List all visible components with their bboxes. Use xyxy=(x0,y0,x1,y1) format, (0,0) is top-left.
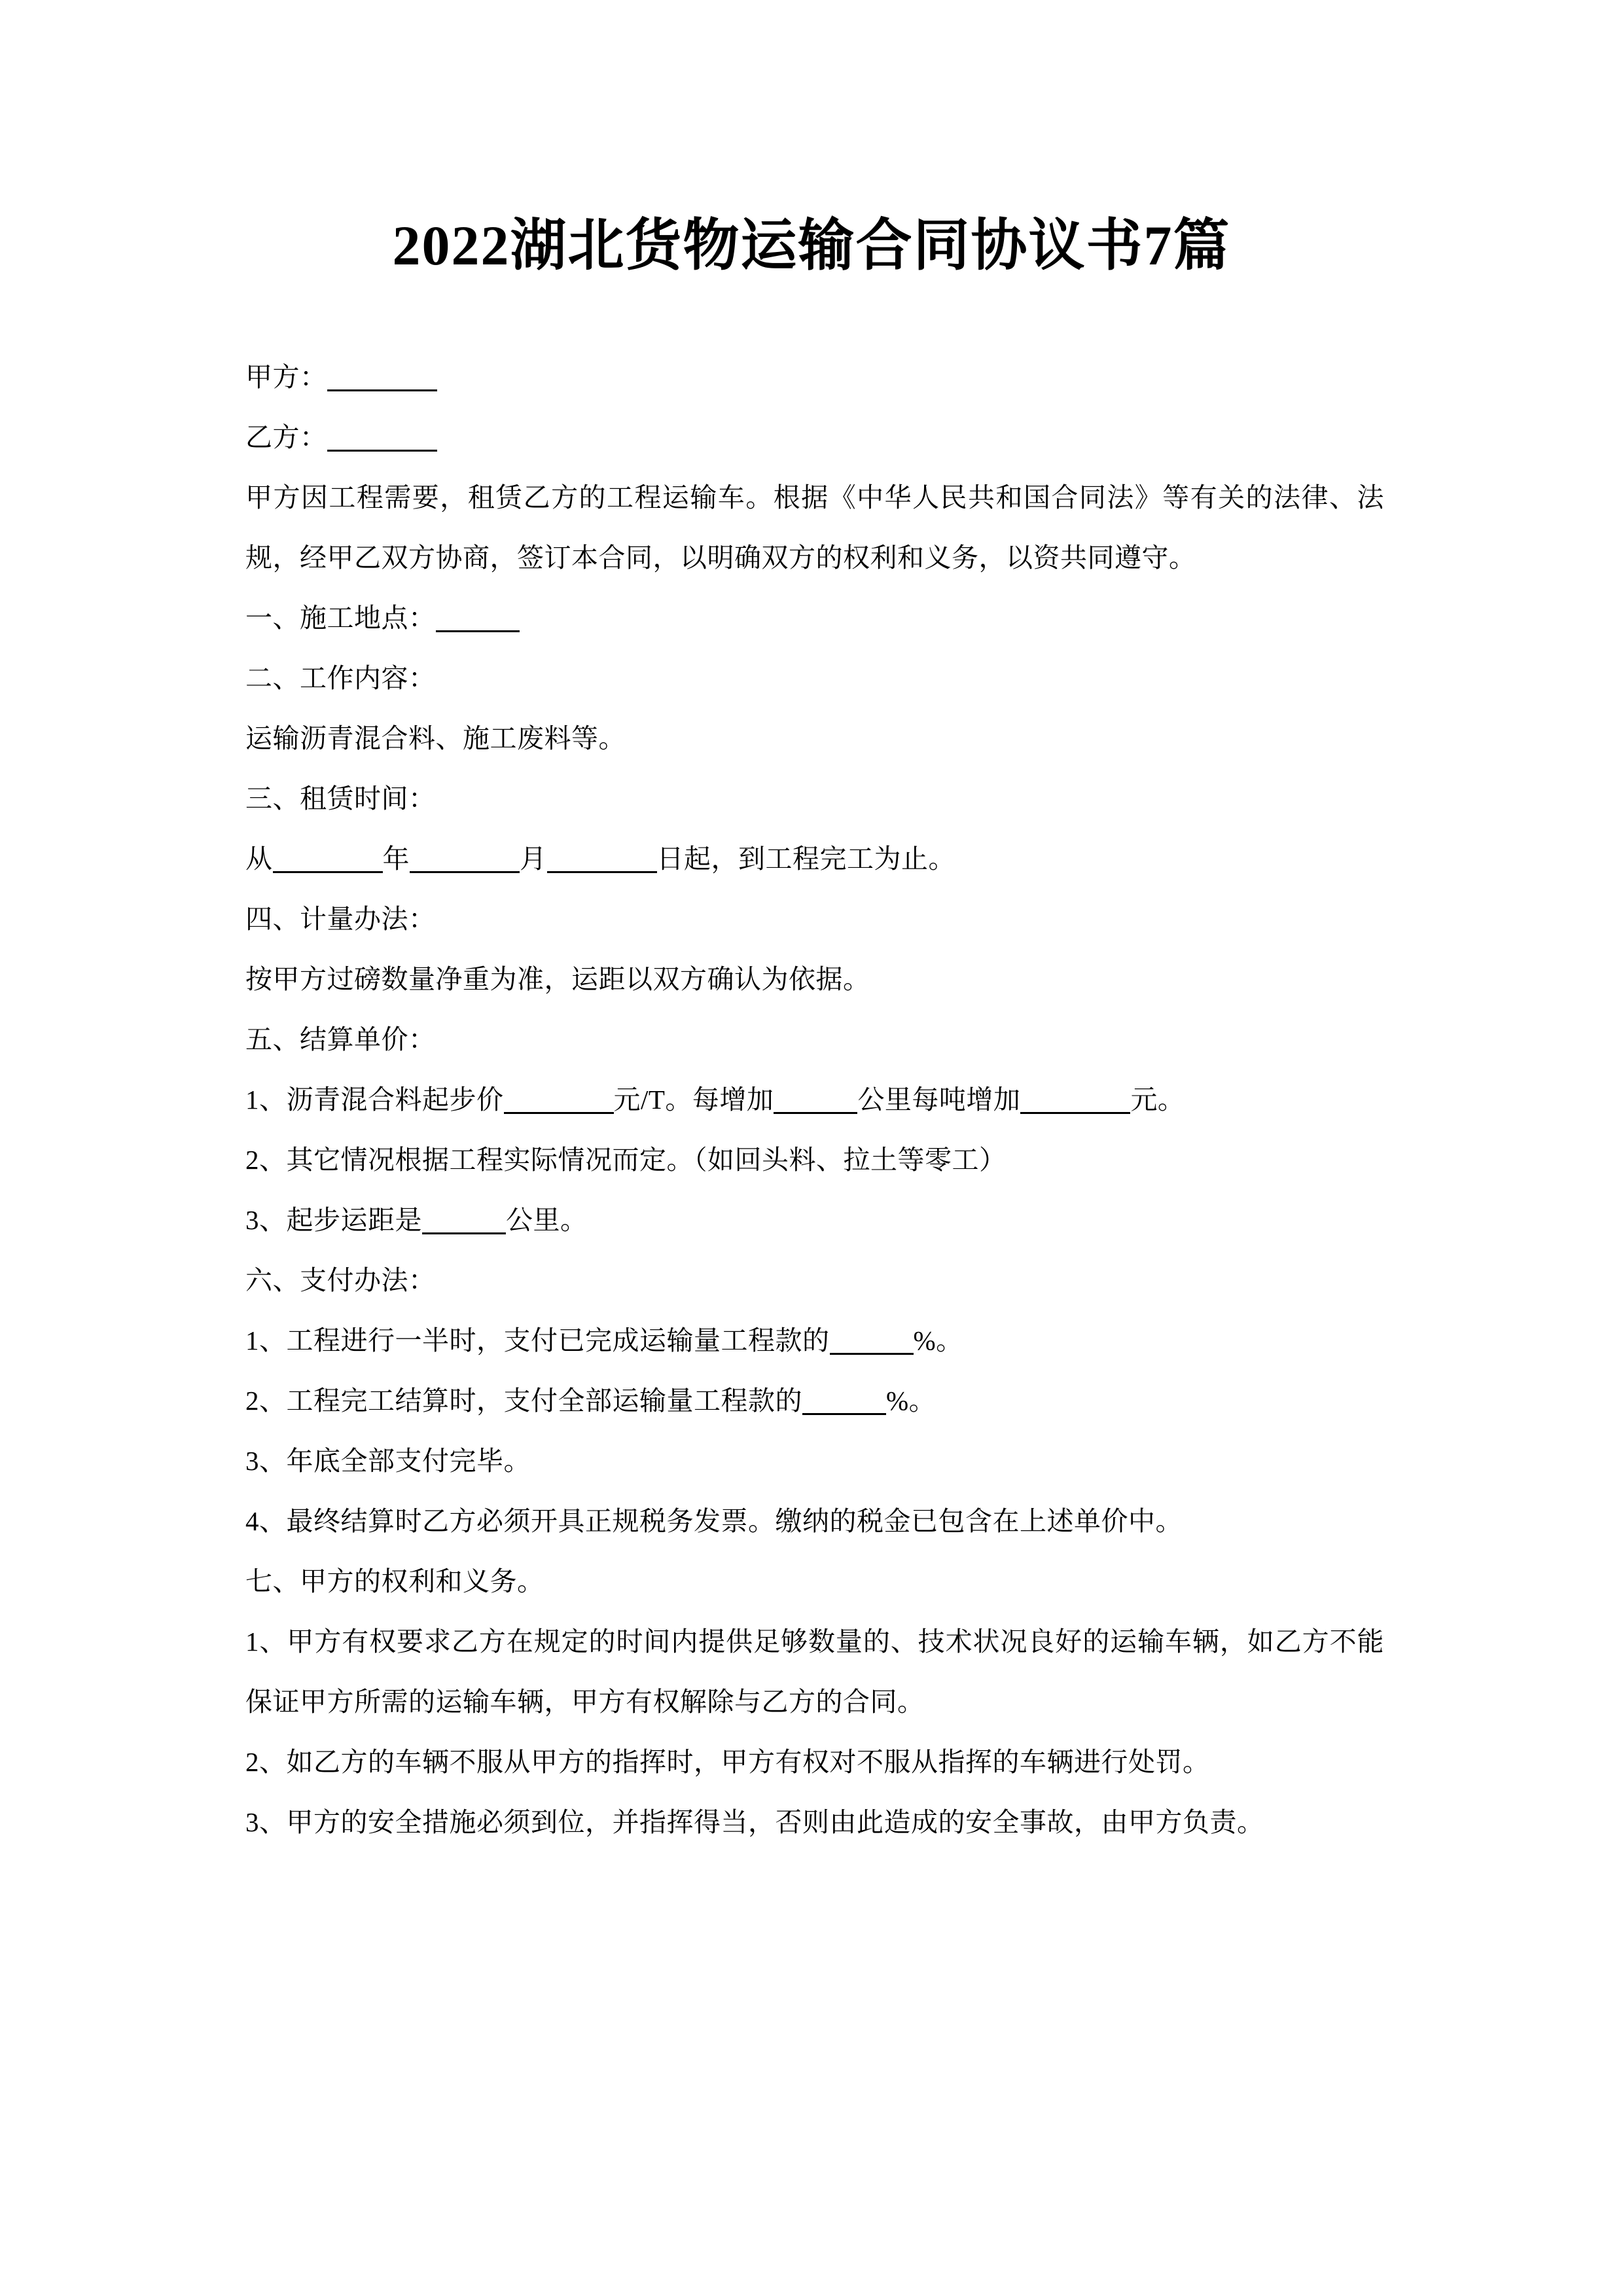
price-item-3-part-a: 3、起步运距是 xyxy=(245,1205,422,1235)
section-2-body: 运输沥青混合料、施工废料等。 xyxy=(245,723,626,753)
section-3-heading: 三、租赁时间： xyxy=(245,783,436,814)
payment-item-2-part-b: %。 xyxy=(886,1386,936,1416)
extra-price-blank[interactable] xyxy=(1020,1087,1130,1114)
party-b-line xyxy=(245,407,1384,467)
preamble-paragraph: 甲方因工程需要，租赁乙方的工程运输车。根据《中华人民共和国合同法》等有关的法律、法规，经甲乙双方协商，签订本合同，以明确双方的权利和义务，以资共同遵守。 xyxy=(245,482,1384,573)
rights-item-1: 1、甲方有权要求乙方在规定的时间内提供足够数量的、技术状况良好的运输车辆，如乙方不能保证甲方所需的运输车辆，甲方有权解除与乙方的合同。 xyxy=(245,1626,1384,1717)
price-item-2: 2、其它情况根据工程实际情况而定。（如回头料、拉土等零工） xyxy=(245,1145,1007,1175)
lease-year-blank[interactable] xyxy=(273,846,383,873)
lease-day-blank[interactable] xyxy=(547,846,657,873)
section-1-heading-line xyxy=(245,588,1384,648)
lease-period-line xyxy=(245,829,1384,889)
rights-item-2: 2、如乙方的车辆不服从甲方的指挥时，甲方有权对不服从指挥的车辆进行处罚。 xyxy=(245,1747,1210,1777)
section-4-heading: 四、计量办法： xyxy=(245,904,436,934)
section-6-heading: 六、支付办法： xyxy=(245,1265,436,1295)
section-1-heading: 一、施工地点： xyxy=(245,603,436,633)
lease-day-rest: 日起，到工程完工为止。 xyxy=(656,844,955,874)
price-item-1-part-c: 公里每吨增加 xyxy=(857,1085,1021,1115)
rights-item-3: 3、甲方的安全措施必须到位，并指挥得当，否则由此造成的安全事故，由甲方负责。 xyxy=(245,1807,1264,1837)
price-item-1 xyxy=(245,1069,1384,1130)
price-item-3-part-b: 公里。 xyxy=(506,1205,588,1235)
payment-item-1 xyxy=(245,1310,1384,1371)
party-a-line xyxy=(245,347,1384,407)
price-item-3 xyxy=(245,1190,1384,1250)
party-a-label: 甲方： xyxy=(245,362,327,392)
lease-month-blank[interactable] xyxy=(410,846,520,873)
site-location-blank[interactable] xyxy=(436,605,520,632)
payment-item-1-part-b: %。 xyxy=(913,1325,963,1355)
payment-item-3: 3、年底全部支付完毕。 xyxy=(245,1446,531,1476)
document-body xyxy=(245,347,1384,1852)
base-price-blank[interactable] xyxy=(504,1087,614,1114)
section-7-heading: 七、甲方的权利和义务。 xyxy=(245,1566,544,1596)
base-distance-blank[interactable] xyxy=(422,1208,506,1234)
section-4-body: 按甲方过磅数量净重为准，运距以双方确认为依据。 xyxy=(245,964,870,994)
party-a-blank[interactable] xyxy=(327,365,437,391)
payment-percent-1-blank[interactable] xyxy=(830,1328,914,1355)
payment-item-4: 4、最终结算时乙方必须开具正规税务发票。缴纳的税金已包含在上述单价中。 xyxy=(245,1506,1183,1536)
lease-month-label: 月 xyxy=(520,844,547,874)
section-2-heading: 二、工作内容： xyxy=(245,663,436,693)
price-item-1-part-d: 元。 xyxy=(1130,1085,1185,1115)
lease-from-label: 从 xyxy=(245,844,273,874)
page-title: 2022湖北货物运输合同协议书7篇 xyxy=(392,213,1231,277)
payment-item-2-part-a: 2、工程完工结算时，支付全部运输量工程款的 xyxy=(245,1386,802,1416)
price-item-1-part-a: 1、沥青混合料起步价 xyxy=(245,1085,504,1115)
payment-percent-2-blank[interactable] xyxy=(802,1388,886,1415)
extra-km-blank[interactable] xyxy=(774,1087,857,1114)
payment-item-1-part-a: 1、工程进行一半时，支付已完成运输量工程款的 xyxy=(245,1325,830,1355)
payment-item-2 xyxy=(245,1371,1384,1431)
party-b-label: 乙方： xyxy=(245,422,327,452)
lease-year-label: 年 xyxy=(382,844,410,874)
price-item-1-part-b: 元/T。每增加 xyxy=(613,1085,774,1115)
party-b-blank[interactable] xyxy=(327,425,437,452)
section-5-heading: 五、结算单价： xyxy=(245,1024,436,1054)
